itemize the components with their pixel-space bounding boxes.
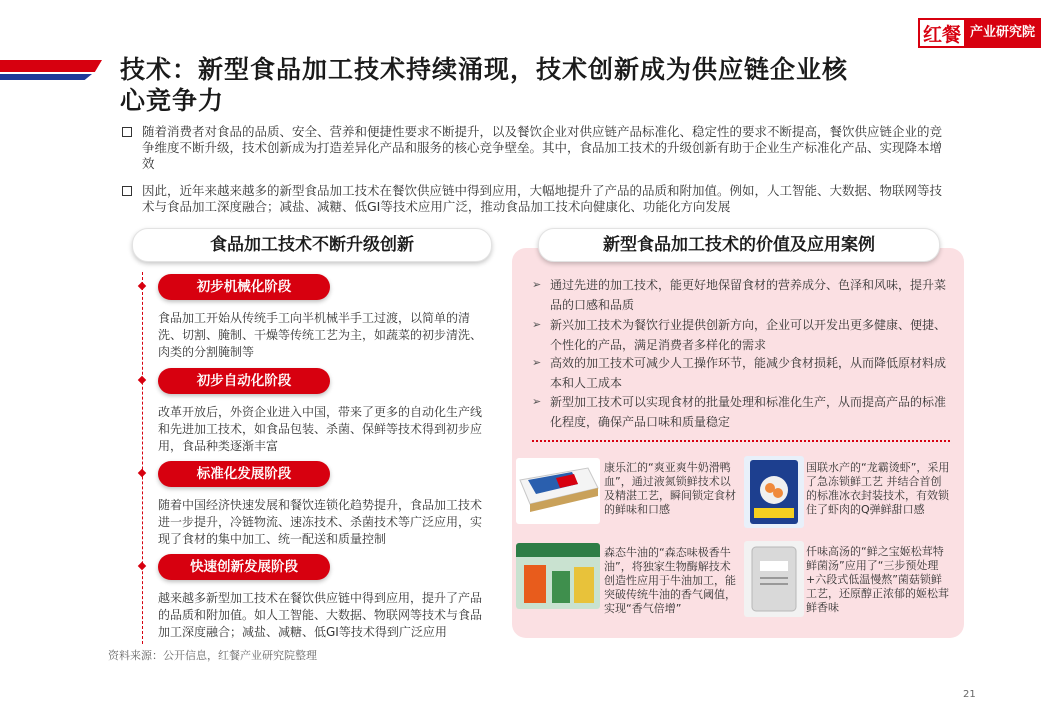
case-text-2: 国联水产的“龙霸烫虾”，采用了急冻锁鲜工艺 并结合首创的标准冰衣封装技术，有效锁住了虾肉的Q弹鲜甜口感 [806, 461, 950, 516]
stage-desc-3: 随着中国经济快速发展和餐饮连锁化趋势提升，食品加工技术进一步提升，冷链物流、速冻技术、杀菌技术等广泛应用，实现了食材的集中加工、统一配送和质量控制 [158, 498, 483, 546]
value-item-3 [532, 353, 950, 393]
title-stripe-red [0, 60, 102, 72]
case-image-duck-blood [516, 458, 600, 524]
arrow-bullet-icon: ➢ [532, 278, 542, 291]
square-bullet-icon [122, 186, 132, 196]
timeline-diamond-icon [138, 562, 146, 570]
brand-logo [918, 18, 1041, 48]
value-item-1 [532, 275, 950, 315]
timeline-diamond-icon [138, 469, 146, 477]
bullet-text: 随着消费者对食品的品质、安全、营养和便捷性要求不断提升，以及餐饮企业对供应链产品标准化、稳定性的要求不断提高，餐饮供应链企业的竞争维度不断升级，技术创新成为打造差异化产品和服务的核心竞争壁垒。其中，食品加工技术的升级创新有助于企业生产标准化产品、实现降本增效 [142, 124, 943, 171]
value-item-2 [532, 315, 950, 355]
bullet-text: 因此，近年来越来越多的新型食品加工技术在餐饮供应链中得到应用，大幅地提升了产品的品质和附加值。例如，人工智能、大数据、物联网等技术与食品加工深度融合；减盐、减糖、低GI等技术应用广泛，推动食品加工技术向健康化、功能化方向发展 [142, 183, 943, 214]
arrow-bullet-icon: ➢ [532, 356, 542, 369]
stage-desc-1: 食品加工开始从传统手工向半机械半手工过渡，以简单的清洗、切割、腌制、干燥等传统工艺为主，如蔬菜的初步清洗、肉类的分割腌制等 [158, 311, 483, 359]
square-bullet-icon [122, 127, 132, 137]
timeline-line [142, 272, 143, 644]
value-item-text: 新型加工技术可以实现食材的批量处理和标准化生产，从而提高产品的标准化程度，确保产品口味和质量稳定 [550, 395, 947, 429]
case-image-soup [744, 541, 804, 617]
source-note: 资料来源：公开信息，红餐产业研究院整理 [108, 649, 317, 662]
page-number: 21 [963, 689, 976, 700]
value-item-text: 通过先进的加工技术，能更好地保留食材的营养成分、色泽和风味，提升菜品的口感和品质 [550, 278, 947, 312]
dotted-divider [532, 440, 950, 442]
logo-mark: 红餐 [918, 18, 964, 48]
timeline-diamond-icon [138, 282, 146, 290]
page-title-line1: 技术：新型食品加工技术持续涌现，技术创新成为供应链企业核 [120, 55, 849, 84]
stage-label-1: 初步机械化阶段 [158, 274, 330, 300]
right-section-title: 新型食品加工技术的价值及应用案例 [538, 228, 940, 262]
case-text-4: 仟味高汤的“鲜之宝姬松茸特鲜菌汤”应用了“三步预处理+六段式低温慢熬”菌菇锁鲜工艺，还原醇正浓郁的姬松茸鲜香味 [806, 545, 949, 614]
timeline-diamond-icon [138, 376, 146, 384]
arrow-bullet-icon: ➢ [532, 395, 542, 408]
value-item-text: 高效的加工技术可减少人工操作环节，能减少食材损耗，从而降低原材料成本和人工成本 [550, 356, 947, 390]
page-title-line2: 心竞争力 [120, 86, 225, 115]
stage-label-4: 快速创新发展阶段 [158, 554, 330, 580]
title-stripe-blue [0, 74, 92, 80]
value-item-text: 新兴加工技术为餐饮行业提供创新方向，企业可以开发出更多健康、便捷、个性化的产品，满足消费者多样化的需求 [550, 318, 947, 352]
page-title [120, 54, 920, 116]
value-item-4 [532, 392, 950, 432]
stage-desc-2: 改革开放后，外资企业进入中国，带来了更多的自动化生产线和先进加工技术，如食品包装、杀菌、保鲜等技术得到初步应用，食品种类逐渐丰富 [158, 405, 483, 453]
case-image-shrimp [744, 456, 804, 528]
stage-label-2: 初步自动化阶段 [158, 368, 330, 394]
logo-text: 产业研究院 [964, 18, 1041, 48]
arrow-bullet-icon: ➢ [532, 318, 542, 331]
case-text-3: 森态牛油的“森态味极香牛油”，将独家生物酶解技术创造性应用于牛油加工，能突破传统牛油的香气阈值，实现“香气倍增” [604, 546, 736, 615]
case-image-tallow [516, 543, 600, 609]
stage-desc-4: 越来越多新型加工技术在餐饮供应链中得到应用，提升了产品的品质和附加值。如人工智能、大数据、物联网等技术与食品加工深度融合；减盐、减糖、低GI等技术得到广泛应用 [158, 591, 483, 639]
bullet-1 [122, 124, 952, 172]
left-section-title: 食品加工技术不断升级创新 [132, 228, 492, 262]
case-text-1: 康乐汇的“爽亚爽牛奶滑鸭血”，通过液氮锁鲜技术以及精湛工艺，瞬间锁定食材的鲜味和口感 [604, 461, 736, 516]
bullet-2 [122, 183, 952, 215]
stage-label-3: 标准化发展阶段 [158, 461, 330, 487]
